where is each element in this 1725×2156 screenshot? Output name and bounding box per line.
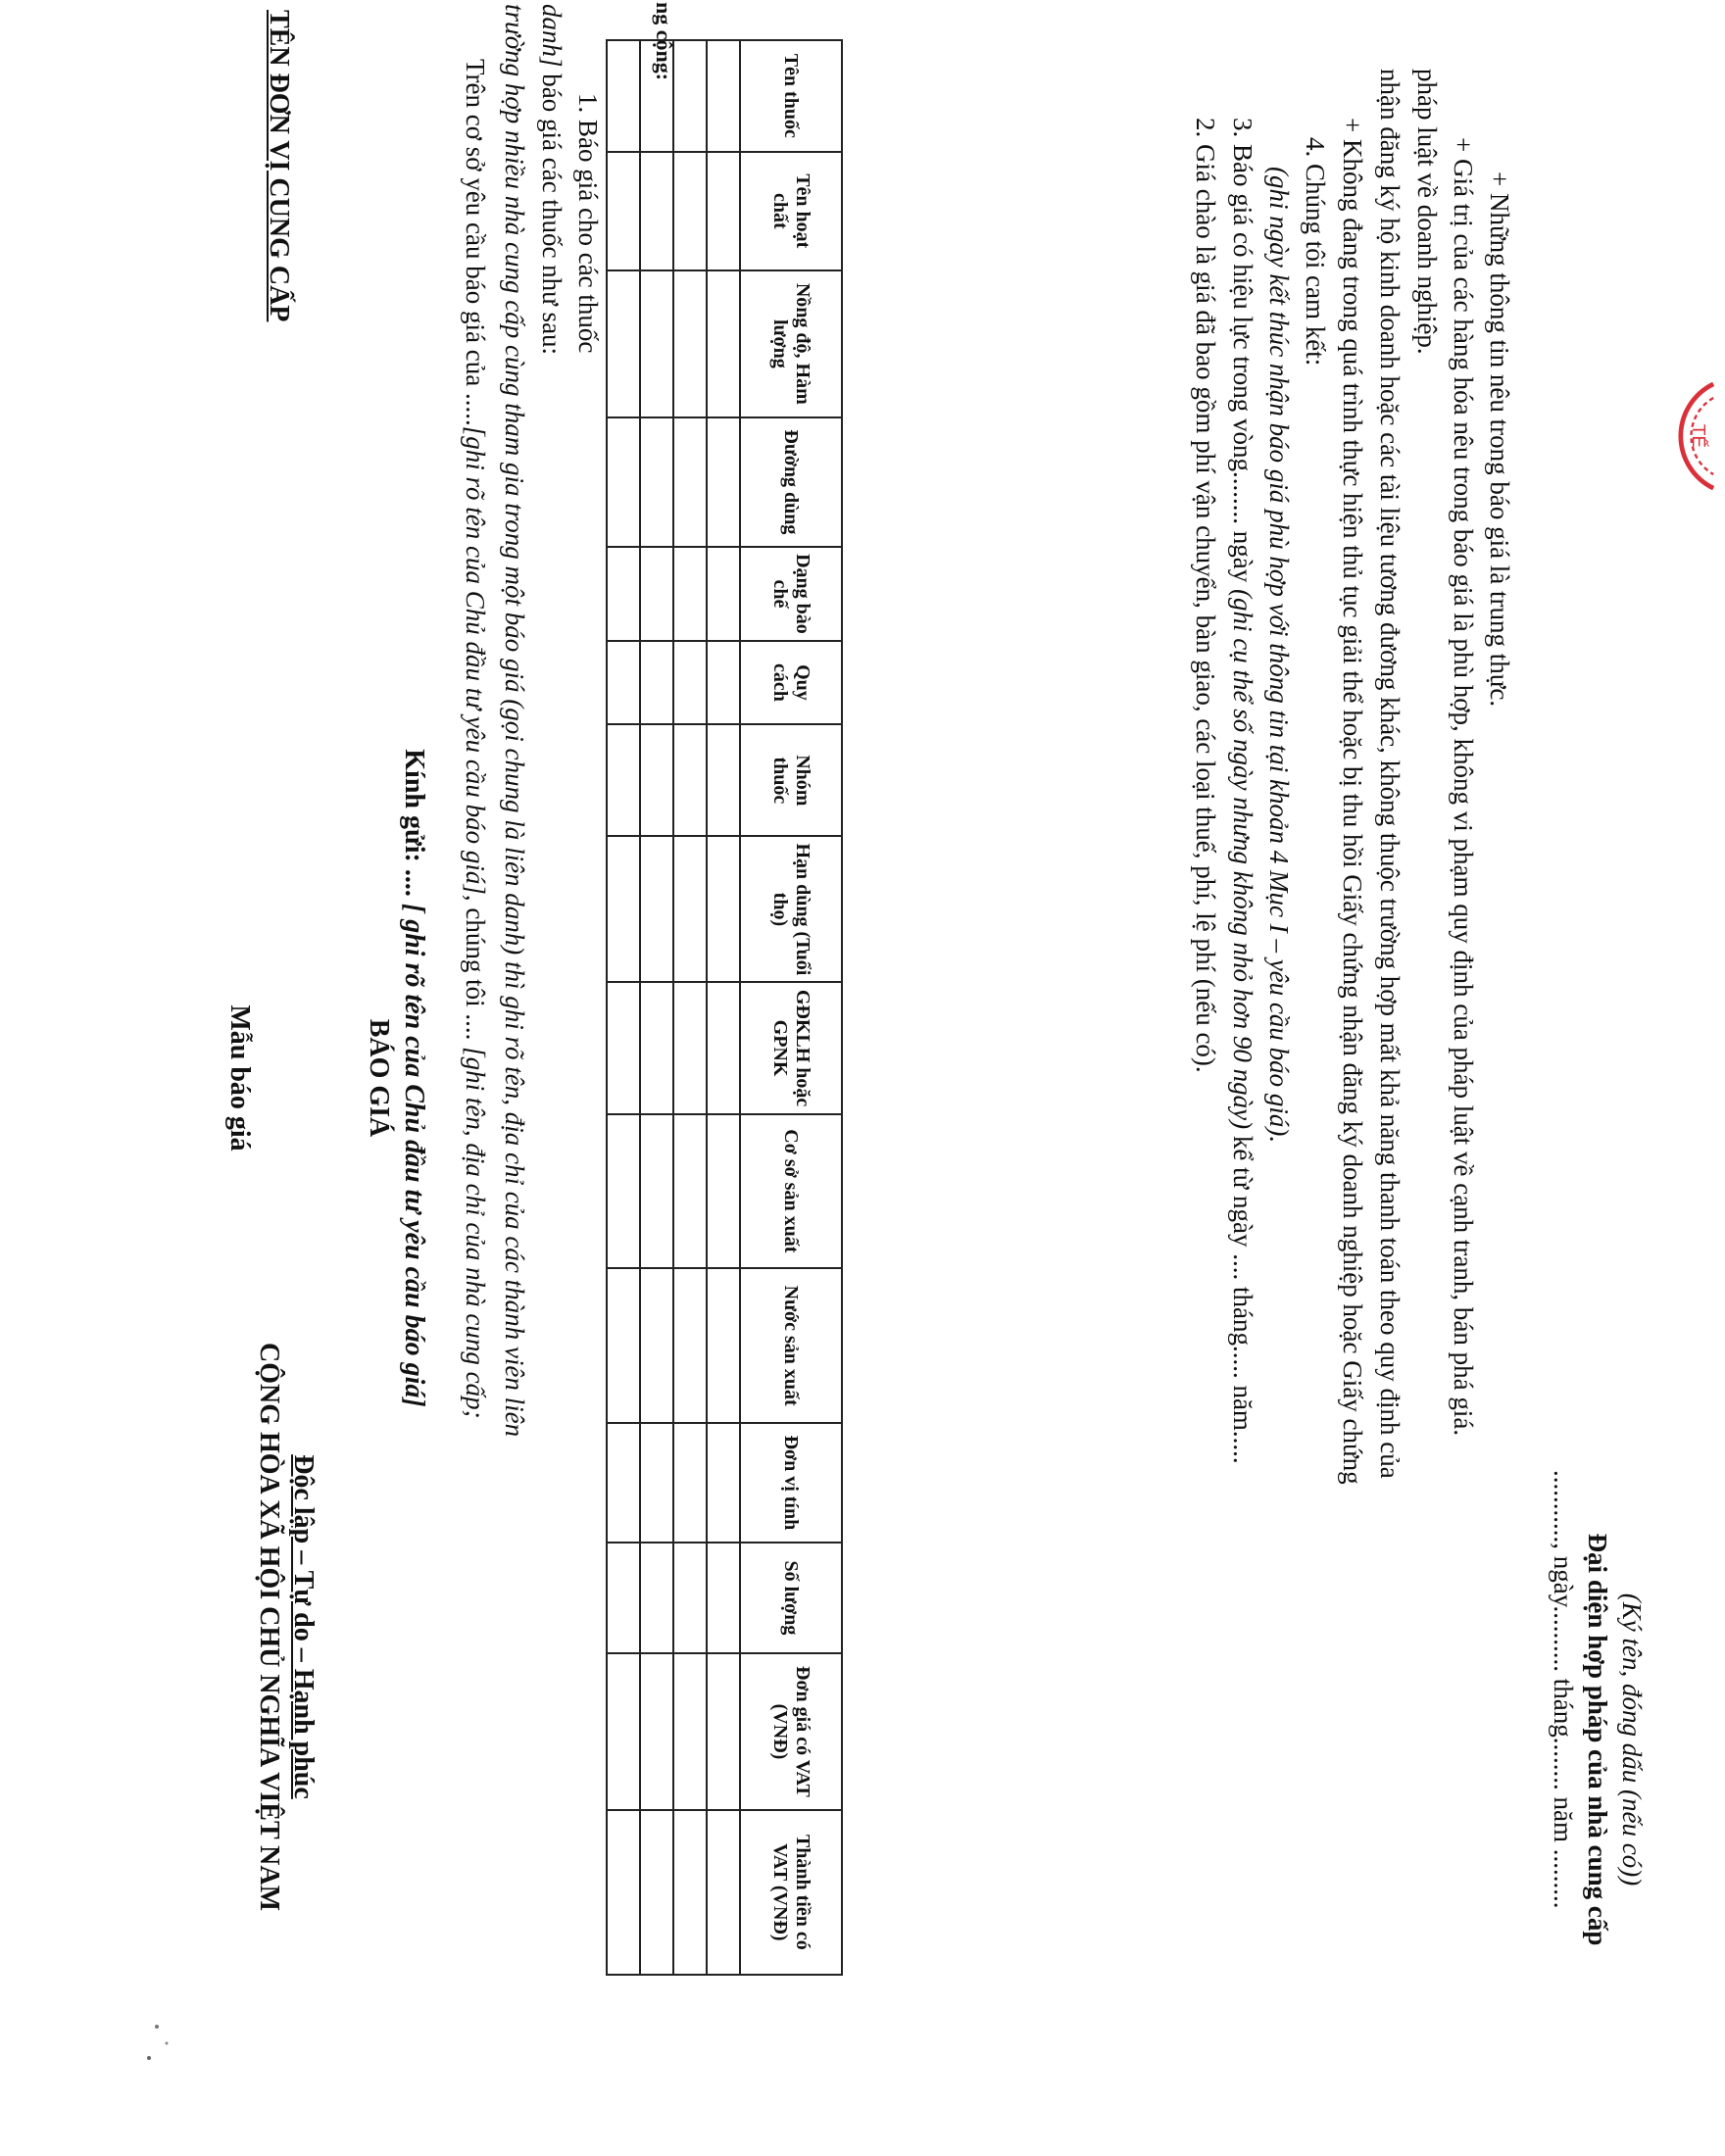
table-cell	[607, 40, 640, 152]
table-cell	[673, 1653, 707, 1809]
price-table	[606, 39, 843, 1976]
table-cell	[673, 40, 707, 152]
column-header: Thành tiền có VAT (VNĐ)	[740, 1810, 842, 1975]
column-header: Hạn dùng (Tuổi thọ)	[740, 836, 842, 982]
table-cell	[640, 1114, 673, 1268]
signature-note: (Ký tên, đóng dấu (nếu có))	[1617, 1592, 1647, 1886]
item-3-c: kể từ ngày .... tháng..... năm.....	[1228, 1129, 1257, 1464]
intro-text-d: [ghi tên, địa chỉ của nhà cung cấp;	[461, 1047, 490, 1419]
table-cell	[607, 641, 640, 725]
table-row	[673, 40, 707, 1975]
intro-text-e: danh]	[537, 4, 567, 68]
table-cell	[707, 1423, 740, 1542]
table-cell	[707, 1114, 740, 1268]
table-cell	[673, 547, 707, 640]
table-cell	[673, 982, 707, 1113]
table-cell	[640, 1543, 673, 1654]
column-header: Tên hoạt chất	[740, 152, 842, 270]
table-row	[607, 40, 640, 1975]
table-cell	[707, 417, 740, 548]
table-row	[640, 40, 673, 1975]
scan-speck-icon	[137, 2019, 176, 2078]
table-row	[707, 40, 740, 1975]
table-cell	[607, 1543, 640, 1654]
table-cell	[640, 417, 673, 548]
table-cell	[607, 982, 640, 1113]
table-body	[607, 40, 740, 1975]
table-cell	[640, 1423, 673, 1542]
table-cell	[640, 836, 673, 982]
recipient-label: Kính gửi: ....	[399, 749, 429, 897]
republic-title: CỘNG HÒA XÃ HỘI CHỦ NGHĨA VIỆT NAM	[254, 1342, 284, 1912]
table-cell	[707, 547, 740, 640]
column-header: Tên thuốc	[740, 40, 842, 152]
table-cell	[707, 270, 740, 417]
table-cell	[607, 1114, 640, 1268]
item-1: 1. Báo giá cho các thuốc	[573, 93, 603, 354]
column-header: GĐKLH hoặc GPNK	[740, 982, 842, 1113]
commit-1-line-2: nhận đăng ký hộ kinh doanh hoặc các tài liệu tương đương khác, không thuộc trường hợp mất khả năng thanh toán theo quy định của	[1375, 69, 1405, 1479]
table-cell	[707, 1810, 740, 1975]
item-3-a: 3. Báo giá có hiệu lực trong vòng........ ngày	[1228, 118, 1257, 590]
table-cell	[707, 1543, 740, 1654]
table-cell	[640, 547, 673, 640]
column-header: Đường dùng	[740, 417, 842, 548]
table-cell	[707, 982, 740, 1113]
table-cell	[640, 1268, 673, 1423]
table-cell	[673, 417, 707, 548]
intro-line-3	[532, 4, 571, 355]
item-3	[1223, 118, 1262, 1464]
table-cell	[673, 1114, 707, 1268]
table-cell	[607, 724, 640, 836]
table-cell	[673, 724, 707, 836]
column-header: Số lượng	[740, 1543, 842, 1654]
table-header-row	[740, 40, 842, 1975]
table-cell	[707, 152, 740, 270]
intro-text-a: Trên cơ sở yêu cầu báo giá của .....	[461, 59, 490, 426]
total-label: ng cộng:	[652, 2, 676, 81]
table-cell	[640, 152, 673, 270]
item-3-b: (ghi cụ thể số ngày nhưng không nhỏ hơn 90 ngày)	[1228, 589, 1257, 1130]
table-cell	[707, 40, 740, 152]
provider-name: TÊN ĐƠN VỊ CUNG CẤP	[264, 10, 294, 322]
recipient-value: [ ghi rõ tên của Chủ đầu tư yêu cầu báo giá]	[399, 903, 429, 1407]
table-cell	[673, 836, 707, 982]
column-header: Nước sản xuất	[740, 1268, 842, 1423]
table-cell	[673, 152, 707, 270]
table-cell	[707, 1268, 740, 1423]
intro-line-2: trường hợp nhiều nhà cung cấp cùng tham gia trong một báo giá (gọi chung là liên danh) thì ghi rõ tên, địa chỉ của các thành viên liên	[500, 4, 529, 1438]
column-header: Nồng độ, Hàm lượng	[740, 270, 842, 417]
table-cell	[607, 547, 640, 640]
table-cell	[673, 1543, 707, 1654]
table-cell	[707, 641, 740, 725]
table-cell	[607, 1810, 640, 1975]
table-cell	[607, 417, 640, 548]
table-cell	[607, 1423, 640, 1542]
table-cell	[707, 724, 740, 836]
table-cell	[673, 1810, 707, 1975]
intro-text-f: báo giá các thuốc như sau:	[537, 67, 567, 356]
commit-2: + Giá trị của các hàng hóa nêu trong báo giá là phù hợp, không vi phạm quy định của pháp luật về cạnh tranh, bán phá giá.	[1449, 137, 1478, 1437]
table-cell	[673, 270, 707, 417]
table-cell	[640, 1653, 673, 1809]
table-cell	[707, 1653, 740, 1809]
form-label: Mẫu báo giá	[224, 1004, 255, 1152]
table-cell	[707, 836, 740, 982]
table-cell	[640, 724, 673, 836]
table-cell	[673, 1423, 707, 1542]
table-cell	[673, 641, 707, 725]
column-header: Đơn vị tính	[740, 1423, 842, 1542]
table-cell	[607, 152, 640, 270]
table-cell	[673, 1268, 707, 1423]
commit-1-line-1: + Không đang trong quá trình thực hiện thủ tục giải thể hoặc bị thu hồi Giấy chứng nhận đăng ký doanh nghiệp hoặc Giấy chứng	[1338, 118, 1367, 1485]
column-header: Dạng bào chế	[740, 547, 842, 640]
column-header: Cơ sở sản xuất	[740, 1114, 842, 1268]
item-3-note: (ghi ngày kết thúc nhận báo giá phù hợp với thông tin tại khoản 4 Mục I – yêu cầu báo giá).	[1264, 167, 1294, 1144]
doc-heading: BÁO GIÁ	[364, 1018, 394, 1138]
red-stamp-icon	[1598, 372, 1725, 500]
commit-3: + Những thông tin nêu trong báo giá là trung thực.	[1485, 172, 1514, 708]
table-cell	[607, 270, 640, 417]
date-line: ..........., ngày.......... tháng........ năm .........	[1549, 1470, 1578, 1909]
table-cell	[607, 1653, 640, 1809]
column-header: Đơn giá có VAT (VNĐ)	[740, 1653, 842, 1809]
table-cell	[640, 270, 673, 417]
intro-text-b: [ghi rõ tên của Chủ đầu tư yêu cầu báo giá]	[461, 425, 490, 895]
item-4: 4. Chúng tôi cam kết:	[1301, 137, 1330, 367]
column-header: Nhóm thuốc	[740, 724, 842, 836]
column-header: Quy cách	[740, 641, 842, 725]
item-2: 2. Giá chào là giá đã bao gồm phí vận chuyển, bàn giao, các loại thuế, phí, lệ phí (nếu có).	[1191, 118, 1220, 1073]
table-cell	[640, 982, 673, 1113]
signature-rep: Đại diện hợp pháp của nhà cung cấp	[1583, 1533, 1612, 1946]
stamp-text: TẾ	[1687, 423, 1708, 449]
recipient-line	[398, 0, 429, 2156]
table-cell	[640, 1810, 673, 1975]
commit-1-line-3: pháp luật về doanh nghiệp.	[1412, 69, 1442, 355]
table-cell	[607, 1268, 640, 1423]
intro-text-c: , chúng tôi ....	[461, 894, 490, 1048]
motto: Độc lập – Tự do – Hạnh phúc	[288, 1454, 319, 1799]
table-cell	[640, 641, 673, 725]
intro-line-1	[456, 59, 495, 1419]
table-cell	[607, 836, 640, 982]
